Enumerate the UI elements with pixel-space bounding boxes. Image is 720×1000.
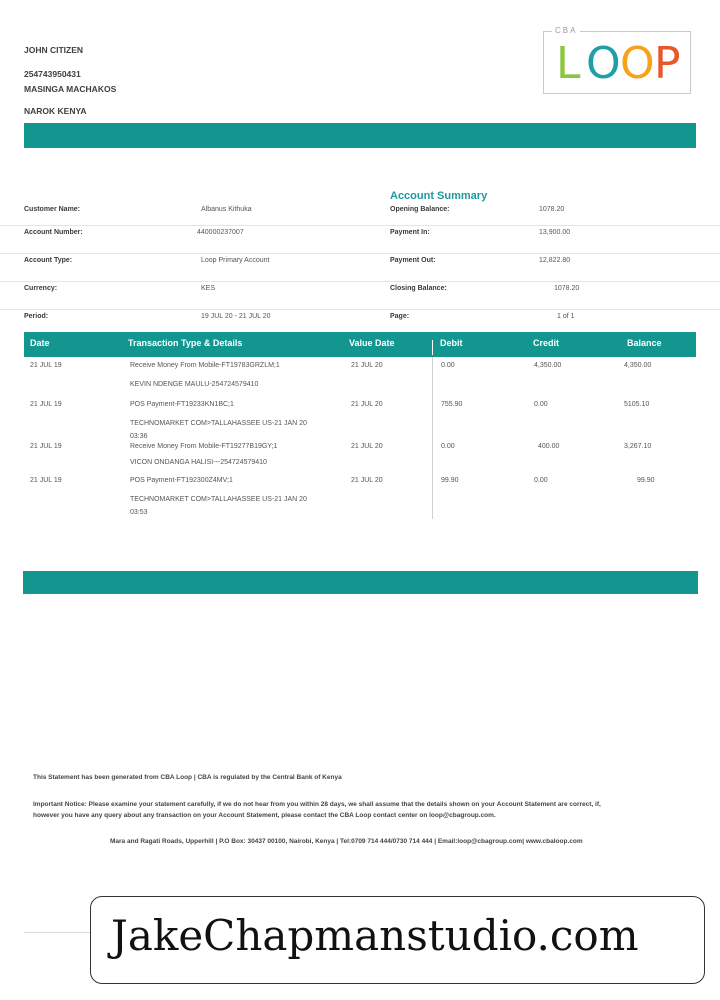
summary-label-period: Period:: [24, 313, 49, 320]
cell-date: 21 JUL 19: [30, 443, 62, 450]
cell-credit: 400.00: [538, 443, 560, 450]
customer-address-line2: NAROK KENYA: [24, 106, 87, 116]
column-header-balance: Balance: [627, 338, 662, 348]
summary-label-payment-out: Payment Out:: [390, 257, 436, 264]
cell-transaction-type: Receive Money From Mobile-FT19277B19GY;1: [130, 443, 278, 450]
logo-letter-p: P: [654, 38, 681, 89]
logo-letter-o2: O: [620, 38, 655, 89]
header-divider: [432, 340, 433, 355]
cell-transaction-type: Receive Money From Mobile-FT19783GRZLM;1: [130, 362, 280, 369]
summary-value-account-type: Loop Primary Account: [201, 257, 270, 264]
cell-transaction-details: TECHNOMARKET COM>TALLAHASSEE US-21 JAN 20: [130, 420, 307, 427]
summary-value-closing-balance: 1078.20: [554, 285, 580, 292]
cell-transaction-details: VICON ONDANGA HALISI---254724579410: [130, 459, 267, 466]
watermark-box: [90, 896, 705, 984]
column-header-value-date: Value Date: [349, 338, 395, 348]
cell-date: 21 JUL 19: [30, 477, 62, 484]
footer-band: [23, 571, 698, 594]
logo-wordmark: [556, 38, 686, 90]
summary-value-opening-balance: 1078.20: [539, 206, 565, 213]
cell-balance: 99.90: [637, 477, 655, 484]
cba-loop-logo: [543, 26, 691, 94]
customer-name: JOHN CITIZEN: [24, 45, 84, 55]
summary-value-page: 1 of 1: [557, 313, 575, 320]
summary-value-account-number: 440000237007: [197, 229, 244, 236]
summary-label-closing-balance: Closing Balance:: [390, 285, 447, 292]
cell-date: 21 JUL 19: [30, 362, 62, 369]
summary-label-customer-name: Customer Name:: [24, 206, 81, 213]
footer-contact-address: Mara and Ragati Roads, Upperhill | P.O Box: 30437 00100, Nairobi, Kenya | Tel:0709 714 444/0730 714 444 | Email:loop@cbagroup.com| www.cbaloop.com: [110, 838, 583, 845]
column-header-credit: Credit: [533, 338, 560, 348]
header-band: [24, 123, 696, 148]
customer-phone: 254743950431: [24, 69, 81, 79]
logo-cba-text: CBA: [552, 26, 580, 35]
transactions-header: [24, 332, 696, 357]
cell-debit: 99.90: [441, 477, 459, 484]
footer-notice-line1: Important Notice: Please examine your statement carefully, if we do not hear from you within 28 days, we shall assume that the details shown on your Account Statement are correct, if,: [33, 801, 601, 808]
cell-transaction-details: KEVIN NDENGE MAULU-254724579410: [130, 381, 259, 388]
column-header-date: Date: [30, 338, 50, 348]
cell-transaction-details: TECHNOMARKET COM>TALLAHASSEE US-21 JAN 20: [130, 496, 307, 503]
cell-value-date: 21 JUL 20: [351, 477, 383, 484]
summary-label-account-type: Account Type:: [24, 257, 73, 264]
table-column-divider: [432, 357, 433, 519]
logo-letter-l: L: [556, 38, 581, 89]
column-header-details: Transaction Type & Details: [128, 338, 243, 348]
summary-divider: [0, 225, 720, 226]
watermark-text: JakeChapmanstudio.com: [111, 911, 639, 960]
cell-transaction-details-cont: 03:36: [130, 433, 148, 440]
cell-date: 21 JUL 19: [30, 401, 62, 408]
summary-label-payment-in: Payment In:: [390, 229, 430, 236]
cell-credit: 0.00: [534, 477, 548, 484]
summary-label-page: Page:: [390, 313, 410, 320]
footer-generated-note: This Statement has been generated from CBA Loop | CBA is regulated by the Central Bank of Kenya: [33, 774, 342, 781]
cell-credit: 0.00: [534, 401, 548, 408]
column-header-debit: Debit: [440, 338, 463, 348]
summary-value-currency: KES: [201, 285, 216, 292]
cell-transaction-details-cont: 03:53: [130, 509, 148, 516]
cell-value-date: 21 JUL 20: [351, 362, 383, 369]
customer-address-line1: MASINGA MACHAKOS: [24, 84, 117, 94]
summary-label-account-number: Account Number:: [24, 229, 83, 236]
summary-divider: [0, 281, 720, 282]
cell-debit: 0.00: [441, 362, 455, 369]
cell-transaction-type: POS Payment-FT192300Z4MV;1: [130, 477, 233, 484]
summary-divider: [0, 309, 720, 310]
footer-divider: [24, 932, 94, 933]
summary-value-payment-out: 12,822.80: [539, 257, 571, 264]
cell-credit: 4,350.00: [534, 362, 562, 369]
footer-notice-line2: however you have any query about any transaction on your Account Statement, please contact the CBA Loop contact center on loop@cbagroup.com.: [33, 812, 496, 819]
cell-debit: 755.90: [441, 401, 463, 408]
cell-value-date: 21 JUL 20: [351, 401, 383, 408]
cell-balance: 4,350.00: [624, 362, 652, 369]
summary-label-currency: Currency:: [24, 285, 58, 292]
summary-divider: [0, 253, 720, 254]
cell-value-date: 21 JUL 20: [351, 443, 383, 450]
cell-balance: 3,267.10: [624, 443, 652, 450]
summary-value-customer-name: Albanus Kithuka: [201, 206, 252, 213]
summary-value-payment-in: 13,900.00: [539, 229, 571, 236]
account-summary-title: Account Summary: [390, 190, 488, 202]
summary-label-opening-balance: Opening Balance:: [390, 206, 450, 213]
logo-letter-o1: O: [586, 38, 621, 89]
summary-value-period: 19 JUL 20 - 21 JUL 20: [201, 313, 271, 320]
cell-transaction-type: POS Payment-FT19233KN1BC;1: [130, 401, 234, 408]
cell-debit: 0.00: [441, 443, 455, 450]
cell-balance: 5105.10: [624, 401, 650, 408]
